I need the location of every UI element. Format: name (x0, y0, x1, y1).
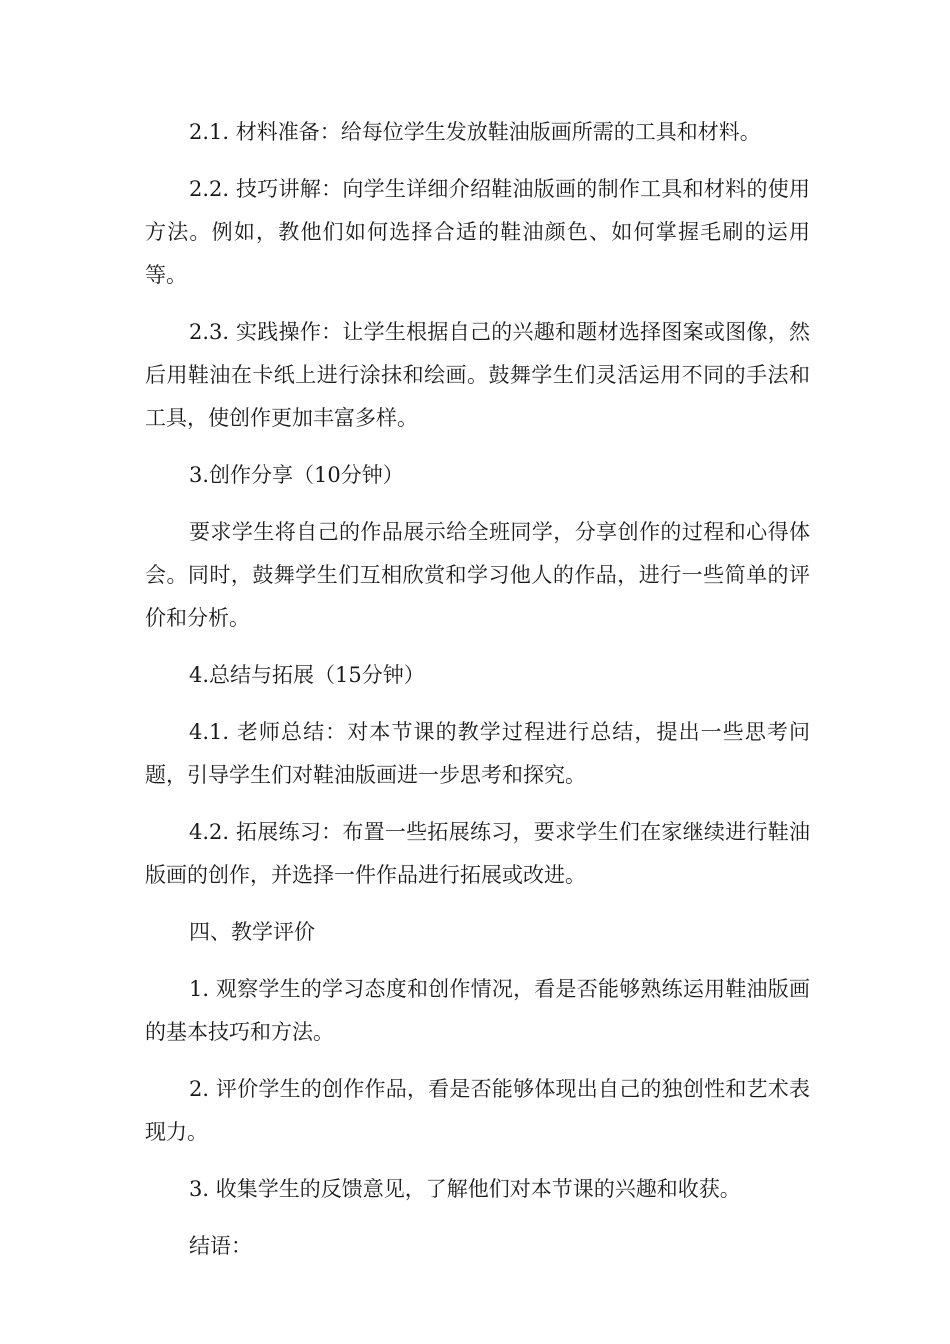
paragraph-2-3-practice: 2.3. 实践操作：让学生根据自己的兴趣和题材选择图案或图像，然后用鞋油在卡纸上进行涂抹和绘画。鼓舞学生们灵活运用不同的手法和工具，使创作更加丰富多样。 (145, 320, 810, 430)
document-body (145, 111, 810, 1282)
paragraph-4-1-teacher-summary: 4.1. 老师总结：对本节课的教学过程进行总结，提出一些思考问题，引导学生们对鞋油版画进一步思考和探究。 (145, 720, 810, 787)
paragraph-evaluation-2: 2. 评价学生的创作作品，看是否能够体现出自己的独创性和艺术表现力。 (145, 1077, 810, 1144)
paragraph-2-1-materials: 2.1. 材料准备：给每位学生发放鞋油版画所需的工具和材料。 (189, 120, 761, 144)
paragraph-evaluation-3: 3. 收集学生的反馈意见，了解他们对本节课的兴趣和收获。 (189, 1177, 741, 1201)
section-heading-creation-sharing: 3.创作分享（10分钟） (189, 463, 404, 487)
section-heading-teaching-evaluation: 四、教学评价 (189, 920, 315, 944)
section-heading-summary-extension: 4.总结与拓展（15分钟） (189, 663, 425, 687)
paragraph-evaluation-1: 1. 观察学生的学习态度和创作情况，看是否能够熟练运用鞋油版画的基本技巧和方法。 (145, 977, 810, 1044)
paragraph-2-2-techniques: 2.2. 技巧讲解：向学生详细介绍鞋油版画的制作工具和材料的使用方法。例如，教他们如何选择合适的鞋油颜色、如何掌握毛刷的运用等。 (145, 177, 810, 287)
paragraph-creation-sharing: 要求学生将自己的作品展示给全班同学，分享创作的过程和心得体会。同时，鼓舞学生们互相欣赏和学习他人的作品，进行一些简单的评价和分析。 (145, 520, 810, 630)
paragraph-4-2-extension-practice: 4.2. 拓展练习：布置一些拓展练习，要求学生们在家继续进行鞋油版画的创作，并选择一件作品进行拓展或改进。 (145, 820, 810, 887)
section-heading-conclusion: 结语： (189, 1234, 252, 1258)
